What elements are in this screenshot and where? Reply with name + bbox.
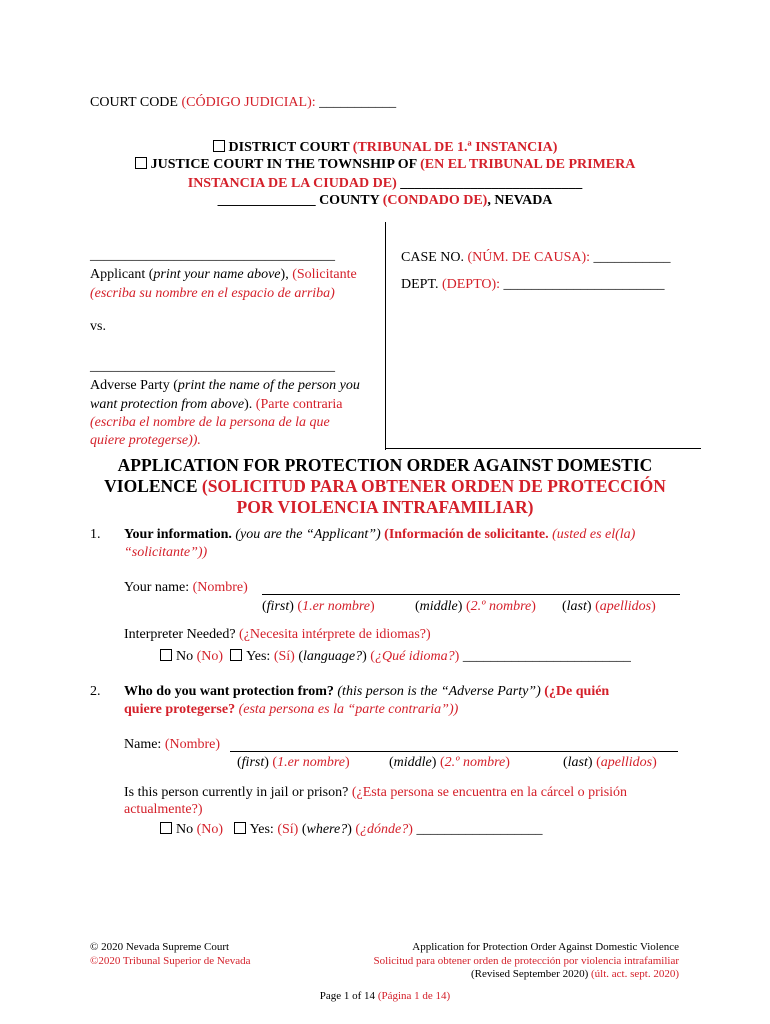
justice-court-label: JUSTICE COURT IN THE TOWNSHIP OF	[150, 157, 417, 172]
section-2-title-es-2: quiere protegerse?	[124, 702, 236, 717]
language-label-es: ¿Qué idioma?	[374, 649, 455, 664]
where-field[interactable]: __________________	[416, 822, 543, 837]
court-code-line	[90, 95, 396, 111]
adverse-label-line-1	[90, 378, 360, 394]
form-title-violence: VIOLENCE	[104, 476, 198, 496]
applicant-label-es: (Solicitante	[292, 267, 357, 282]
applicant-label: Applicant (	[90, 267, 154, 282]
section-2-paren-es: (esta persona es la “parte contraria”))	[238, 702, 459, 717]
jail-no-label-es: (No)	[196, 822, 224, 837]
versus-text: vs.	[90, 319, 106, 334]
your-name-label-es: (Nombre)	[192, 580, 248, 595]
district-court-label: DISTRICT COURT	[228, 140, 350, 155]
district-court-line	[0, 140, 770, 156]
dept-label: DEPT.	[401, 277, 439, 292]
section-1-paren-es-2: “solicitante”))	[124, 545, 208, 560]
county-line	[0, 193, 770, 209]
district-court-label-es: (TRIBUNAL DE 1.ª INSTANCIA)	[352, 140, 558, 155]
section-2-heading	[124, 684, 609, 700]
adverse-middle-caption: middle	[393, 755, 432, 770]
interpreter-label-es: (¿Necesita intérprete de idiomas?)	[239, 627, 431, 642]
county-label-es: (CONDADO DE)	[382, 193, 488, 208]
section-1-number: 1.	[90, 527, 101, 542]
footer-revision-date-es: (últ. act. sept. 2020)	[591, 968, 679, 980]
adverse-name-field[interactable]	[230, 751, 678, 752]
your-name-field[interactable]	[262, 594, 680, 595]
adverse-first-caption: first	[241, 755, 265, 770]
section-1-paren-es: (usted es el(la)	[552, 527, 636, 542]
your-name-label: Your name:	[124, 580, 190, 595]
applicant-field[interactable]: ___________________________________	[90, 248, 335, 263]
justice-court-line-2	[0, 176, 770, 192]
jail-question-es-1: (¿Esta persona se encuentra en la cárcel o prisión	[351, 785, 628, 800]
adverse-label-es-3: quiere protegerse)).	[90, 433, 201, 448]
interpreter-label: Interpreter Needed?	[124, 627, 236, 642]
form-title-line-1: APPLICATION FOR PROTECTION ORDER AGAINST DOMESTIC	[117, 455, 653, 475]
section-2-title-es-1: (¿De quién	[544, 684, 610, 699]
footer-revision-date: (Revised September 2020)	[470, 968, 589, 980]
applicant-label-italic: print your name above	[153, 267, 281, 282]
jail-yes-label: Yes:	[249, 822, 274, 837]
section-2-paren: (this person is the “Adverse Party”)	[337, 684, 541, 699]
caption-divider	[385, 222, 386, 450]
district-court-checkbox[interactable]	[213, 140, 225, 152]
dept-label-es: (DEPTO):	[441, 277, 501, 292]
adverse-name-first-caption: (first) (1.er nombre)	[237, 755, 350, 770]
court-code-label: COURT CODE	[90, 95, 178, 110]
your-name-line	[124, 580, 248, 596]
page-number	[0, 990, 770, 1002]
footer-form-title-es: Solicitud para obtener orden de protección por violencia intrafamiliar	[373, 955, 679, 967]
adverse-label-line-2	[90, 397, 342, 413]
adverse-name-line	[124, 737, 220, 753]
jail-options: No (No) Yes: (Sí) (where?) (¿dónde?) __________________	[160, 822, 542, 838]
where-label-es: ¿dónde?	[360, 822, 409, 837]
case-number-line	[401, 250, 671, 266]
form-title-es-1: (SOLICITUD PARA OBTENER ORDEN DE PROTECCIÓN	[201, 476, 666, 496]
section-2-title: Who do you want protection from?	[124, 684, 334, 699]
middle-caption-es: 2.º nombre	[470, 599, 532, 614]
adverse-name-last-caption: (last) (apellidos)	[563, 755, 657, 770]
section-1-paren: (you are the “Applicant”)	[235, 527, 381, 542]
adverse-name-label-es: (Nombre)	[164, 737, 221, 752]
first-caption: first	[266, 599, 290, 614]
adverse-middle-caption-es: 2.º nombre	[444, 755, 506, 770]
language-label: language?	[303, 649, 363, 664]
court-code-label-es: (CÓDIGO JUDICIAL):	[181, 95, 316, 110]
section-1-heading	[124, 527, 635, 543]
footer-copyright: © 2020 Nevada Supreme Court	[90, 941, 230, 953]
form-title-line-3: POR VIOLENCIA INTRAFAMILIAR)	[236, 497, 534, 517]
jail-line	[124, 785, 627, 801]
adverse-label: Adverse Party (	[90, 378, 178, 393]
page-number-label: Page 1 of 14	[319, 990, 376, 1002]
your-name-middle-caption: (middle) (2.º nombre)	[415, 599, 536, 614]
your-name-last-caption: (last) (apellidos)	[562, 599, 656, 614]
applicant-label-close: ),	[280, 267, 289, 282]
where-label: where?	[306, 822, 348, 837]
adverse-label-italic-2: want protection from above	[90, 397, 245, 412]
your-name-first-caption: (first) (1.er nombre)	[262, 599, 375, 614]
adverse-name-middle-caption: (middle) (2.º nombre)	[389, 755, 510, 770]
section-1-title-es: (Información de solicitante.	[384, 527, 549, 542]
justice-court-field[interactable]: __________________________	[400, 176, 583, 191]
jail-no-label: No	[176, 822, 194, 837]
footer-form-title: Application for Protection Order Against Domestic Violence	[412, 941, 679, 953]
adverse-last-caption: last	[567, 755, 588, 770]
applicant-label-line	[90, 267, 357, 283]
last-caption: last	[566, 599, 587, 614]
footer-copyright-es: ©2020 Tribunal Superior de Nevada	[90, 955, 251, 967]
adverse-label-es-1: (Parte contraria	[255, 397, 343, 412]
page-number-label-es: (Página 1 de 14)	[377, 990, 451, 1002]
court-code-field[interactable]: ___________	[319, 95, 397, 110]
caption-bottom-rule	[385, 448, 701, 449]
justice-court-checkbox[interactable]	[135, 157, 147, 169]
section-2-heading-2	[124, 702, 458, 718]
interpreter-yes-label-es: (Sí)	[273, 649, 295, 664]
justice-court-label-es-1: (EN EL TRIBUNAL DE PRIMERA	[420, 157, 636, 172]
adverse-label-italic-1: print the name of the person you	[177, 378, 360, 393]
adverse-label-close: ).	[244, 397, 253, 412]
jail-question: Is this person currently in jail or prison?	[124, 785, 349, 800]
interpreter-no-checkbox[interactable]	[160, 649, 172, 661]
interpreter-no-label-es: (No)	[196, 649, 224, 664]
interpreter-yes-label: Yes:	[246, 649, 271, 664]
adverse-name-label: Name:	[124, 737, 162, 752]
case-number-label-es: (NÚM. DE CAUSA):	[467, 250, 591, 265]
county-label: COUNTY	[319, 193, 380, 208]
footer-revision	[471, 968, 679, 980]
last-caption-es: apellidos	[599, 599, 652, 614]
jail-yes-checkbox[interactable]	[234, 822, 246, 834]
adverse-last-caption-es: apellidos	[600, 755, 653, 770]
dept-field[interactable]: _______________________	[503, 277, 665, 292]
interpreter-line	[124, 627, 431, 643]
applicant-label-es-2: (escriba su nombre en el espacio de arriba)	[90, 286, 335, 301]
language-field[interactable]: ________________________	[462, 649, 631, 664]
adverse-label-es-2: (escriba el nombre de la persona de la que	[90, 415, 330, 430]
adverse-first-caption-es: 1.er nombre	[277, 755, 346, 770]
case-number-field[interactable]: ___________	[593, 250, 671, 265]
justice-court-line	[0, 157, 770, 173]
section-1-title: Your information.	[124, 527, 232, 542]
section-2-number: 2.	[90, 684, 101, 699]
interpreter-options: No (No) Yes: (Sí) (language?) (¿Qué idioma?) ________________________	[160, 649, 631, 665]
jail-yes-label-es: (Sí)	[277, 822, 299, 837]
case-number-label: CASE NO.	[401, 250, 465, 265]
interpreter-yes-checkbox[interactable]	[230, 649, 242, 661]
adverse-party-field[interactable]: ___________________________________	[90, 359, 335, 374]
county-suffix: , NEVADA	[487, 193, 553, 208]
dept-line	[401, 277, 665, 293]
interpreter-no-label: No	[176, 649, 194, 664]
jail-question-es-2: actualmente?)	[124, 802, 203, 817]
justice-court-label-es-2: INSTANCIA DE LA CIUDAD DE)	[187, 176, 397, 191]
middle-caption: middle	[419, 599, 458, 614]
county-field[interactable]: ______________	[217, 193, 316, 208]
jail-no-checkbox[interactable]	[160, 822, 172, 834]
form-title-line-2	[0, 476, 770, 497]
first-caption-es: 1.er nombre	[302, 599, 371, 614]
